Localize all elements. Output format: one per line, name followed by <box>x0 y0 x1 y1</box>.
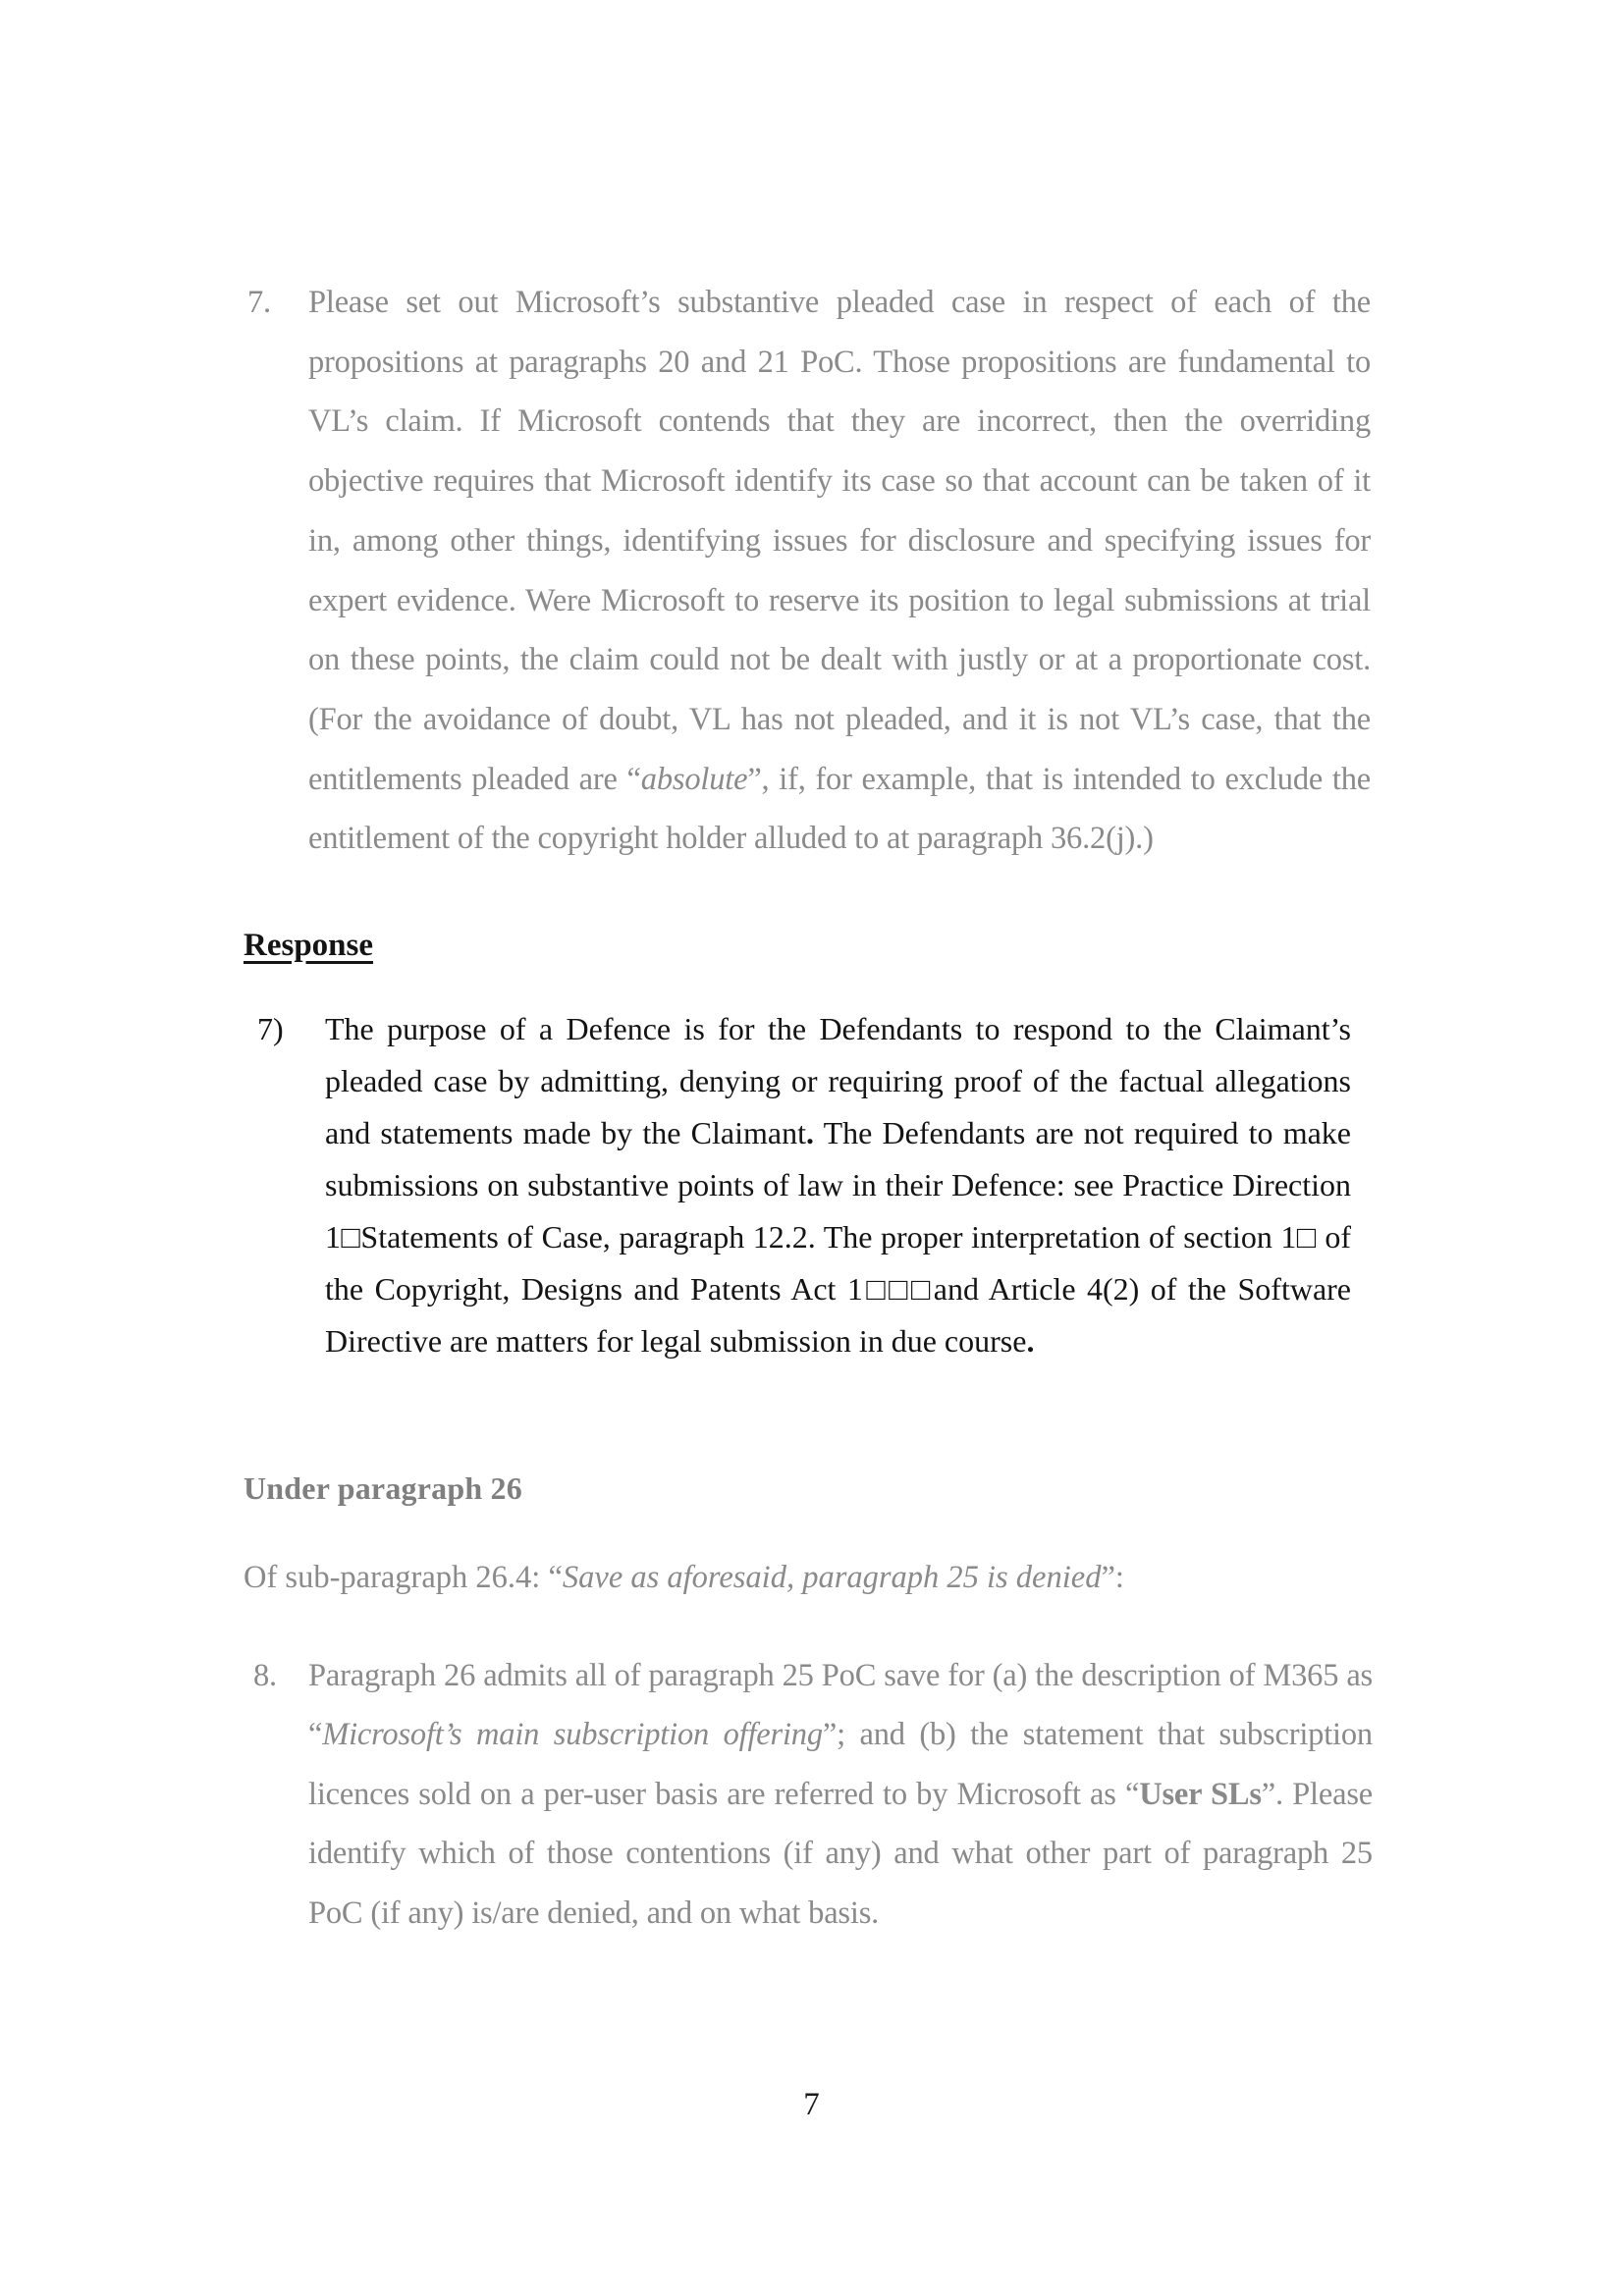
question-7-number: 7. <box>247 285 271 320</box>
question-8-text: Paragraph 26 admits all of paragraph 25 PoC save for (a) the description of M365 as “Microsoft’s main subscription offering”; and (b) the statement that subscription licences sold on a per-user basis are referred to by Microsoft as “User SLs”. Please identify which of those contentions (if any) and what other part of paragraph 25 PoC (if any) is/are denied, and on what basis. <box>308 1658 1373 1931</box>
section-heading-under-paragraph-26: Under paragraph 26 <box>243 1470 522 1506</box>
response-7-number: 7) <box>257 1011 284 1046</box>
subparagraph-26-4-intro-text: Of sub-paragraph 26.4: “Save as aforesaid, paragraph 25 is denied”: <box>243 1560 1124 1595</box>
page-number: 7 <box>803 2087 820 2122</box>
response-heading: Response <box>243 928 374 963</box>
question-paragraph-8 <box>245 1646 1373 1943</box>
question-paragraph-7 <box>245 273 1371 869</box>
question-8-number: 8. <box>253 1658 277 1693</box>
response-paragraph-7 <box>255 1003 1351 1367</box>
question-7-text: Please set out Microsoft’s substantive pleaded case in respect of each of the propositions at paragraphs 20 and 21 PoC. Those propositions are fundamental to VL’s claim. If Microsoft contends that they are incorrect, then the overriding objective requires that Microsoft identify its case so that account can be taken of it in, among other things, identifying issues for disclosure and specifying issues for expert evidence. Were Microsoft to reserve its position to legal submissions at trial on these points, the claim could not be dealt with justly or at a proportionate cost. (For the avoidance of doubt, VL has not pleaded, and it is not VL’s case, that the entitlements pleaded are “absolute”, if, for example, that is intended to exclude the entitlement of the copyright holder alluded to at paragraph 36.2(j).) <box>308 285 1371 857</box>
response-7-text: The purpose of a Defence is for the Defendants to respond to the Claimant’s pleaded case by admitting, denying or requiring proof of the factual allegations and statements made by the Claimant. The Defendants are not required to make submissions on substantive points of law in their Defence: see Practice Direction 1□Statements of Case, paragraph 12.2. The proper interpretation of section 1□ of the Copyright, Designs and Patents Act 1□□□and Article 4(2) of the Software Directive are matters for legal submission in due course. <box>325 1011 1352 1359</box>
subparagraph-26-4-intro <box>243 1560 1422 1596</box>
